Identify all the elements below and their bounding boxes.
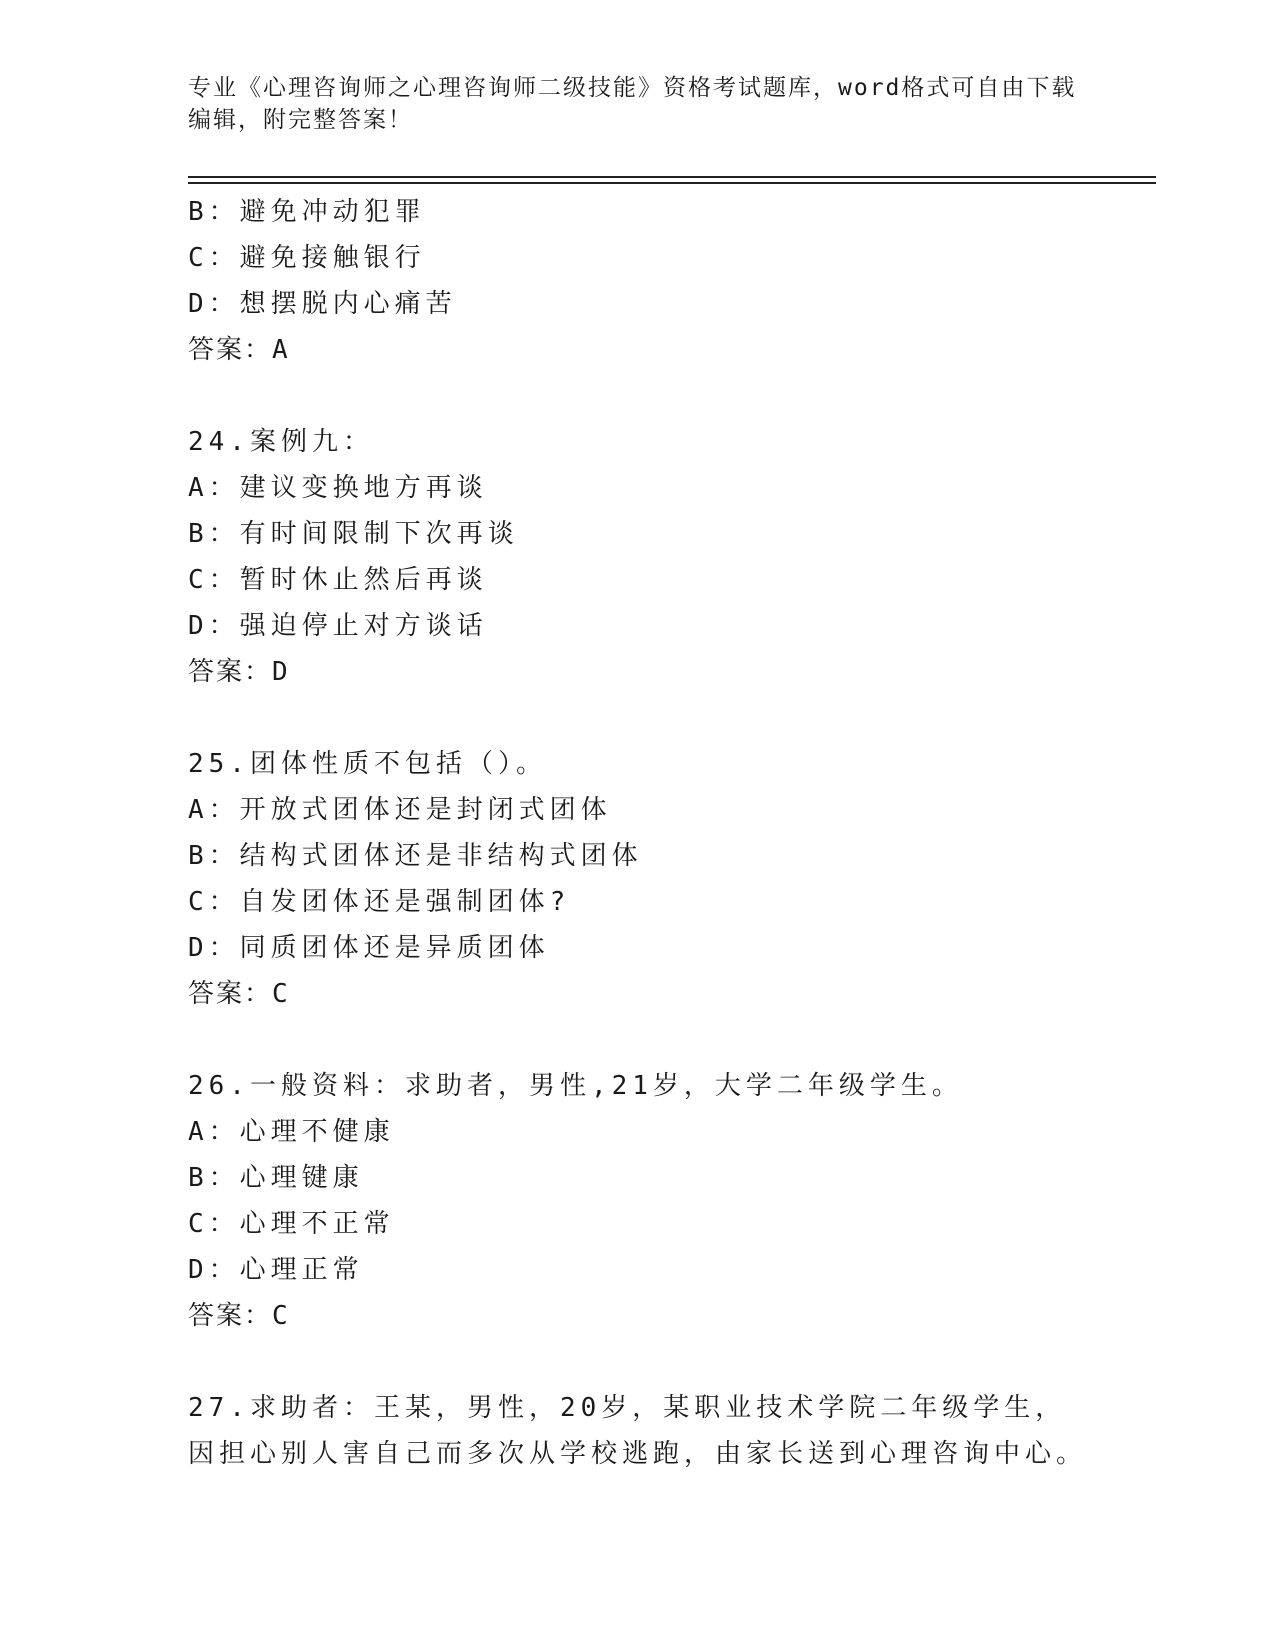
spacer	[188, 373, 1148, 419]
answer-label: 答案：C	[188, 1301, 290, 1331]
header-line-2: 编辑，附完整答案！	[188, 107, 413, 133]
option-a: A：建议变换地方再谈	[188, 473, 488, 503]
answer-label: 答案：D	[188, 657, 290, 687]
option-a: A：心理不健康	[188, 1117, 395, 1147]
question-text: 26.一般资料：求助者，男性,21岁，大学二年级学生。	[188, 1071, 963, 1101]
question-block-24	[188, 419, 1148, 695]
question-text: 24.案例九：	[188, 427, 374, 457]
document-header	[188, 72, 1088, 136]
option-d: D：同质团体还是异质团体	[188, 933, 550, 963]
question-block-23	[188, 189, 1148, 373]
spacer	[188, 695, 1148, 741]
spacer	[188, 1017, 1148, 1063]
question-list	[188, 189, 1148, 1477]
option-c: C：心理不正常	[188, 1209, 395, 1239]
answer-label: 答案：A	[188, 335, 290, 365]
option-b: B：有时间限制下次再谈	[188, 519, 519, 549]
option-a: A：开放式团体还是封闭式团体	[188, 795, 612, 825]
option-d: D：心理正常	[188, 1255, 364, 1285]
question-text: 25.团体性质不包括（）。	[188, 749, 547, 779]
question-block-27	[188, 1385, 1148, 1477]
option-b: B：避免冲动犯罪	[188, 197, 426, 227]
option-b: B：结构式团体还是非结构式团体	[188, 841, 643, 871]
header-divider-bottom	[188, 182, 1156, 184]
option-c: C：自发团体还是强制团体?	[188, 887, 571, 917]
option-c: C：暂时休止然后再谈	[188, 565, 488, 595]
question-block-25	[188, 741, 1148, 1017]
option-b: B：心理键康	[188, 1163, 364, 1193]
option-c: C：避免接触银行	[188, 243, 426, 273]
question-text: 27.求助者：王某，男性，20岁，某职业技术学院二年级学生，因担心别人害自己而多次从学校逃跑，由家长送到心理咨询中心。	[188, 1393, 1088, 1469]
option-d: D：想摆脱内心痛苦	[188, 289, 457, 319]
header-line-1: 专业《心理咨询师之心理咨询师二级技能》资格考试题库，word格式可自由下载	[188, 75, 1077, 101]
option-d: D：强迫停止对方谈话	[188, 611, 488, 641]
header-divider-top	[188, 176, 1156, 178]
answer-label: 答案：C	[188, 979, 290, 1009]
question-block-26	[188, 1063, 1148, 1339]
spacer	[188, 1339, 1148, 1385]
